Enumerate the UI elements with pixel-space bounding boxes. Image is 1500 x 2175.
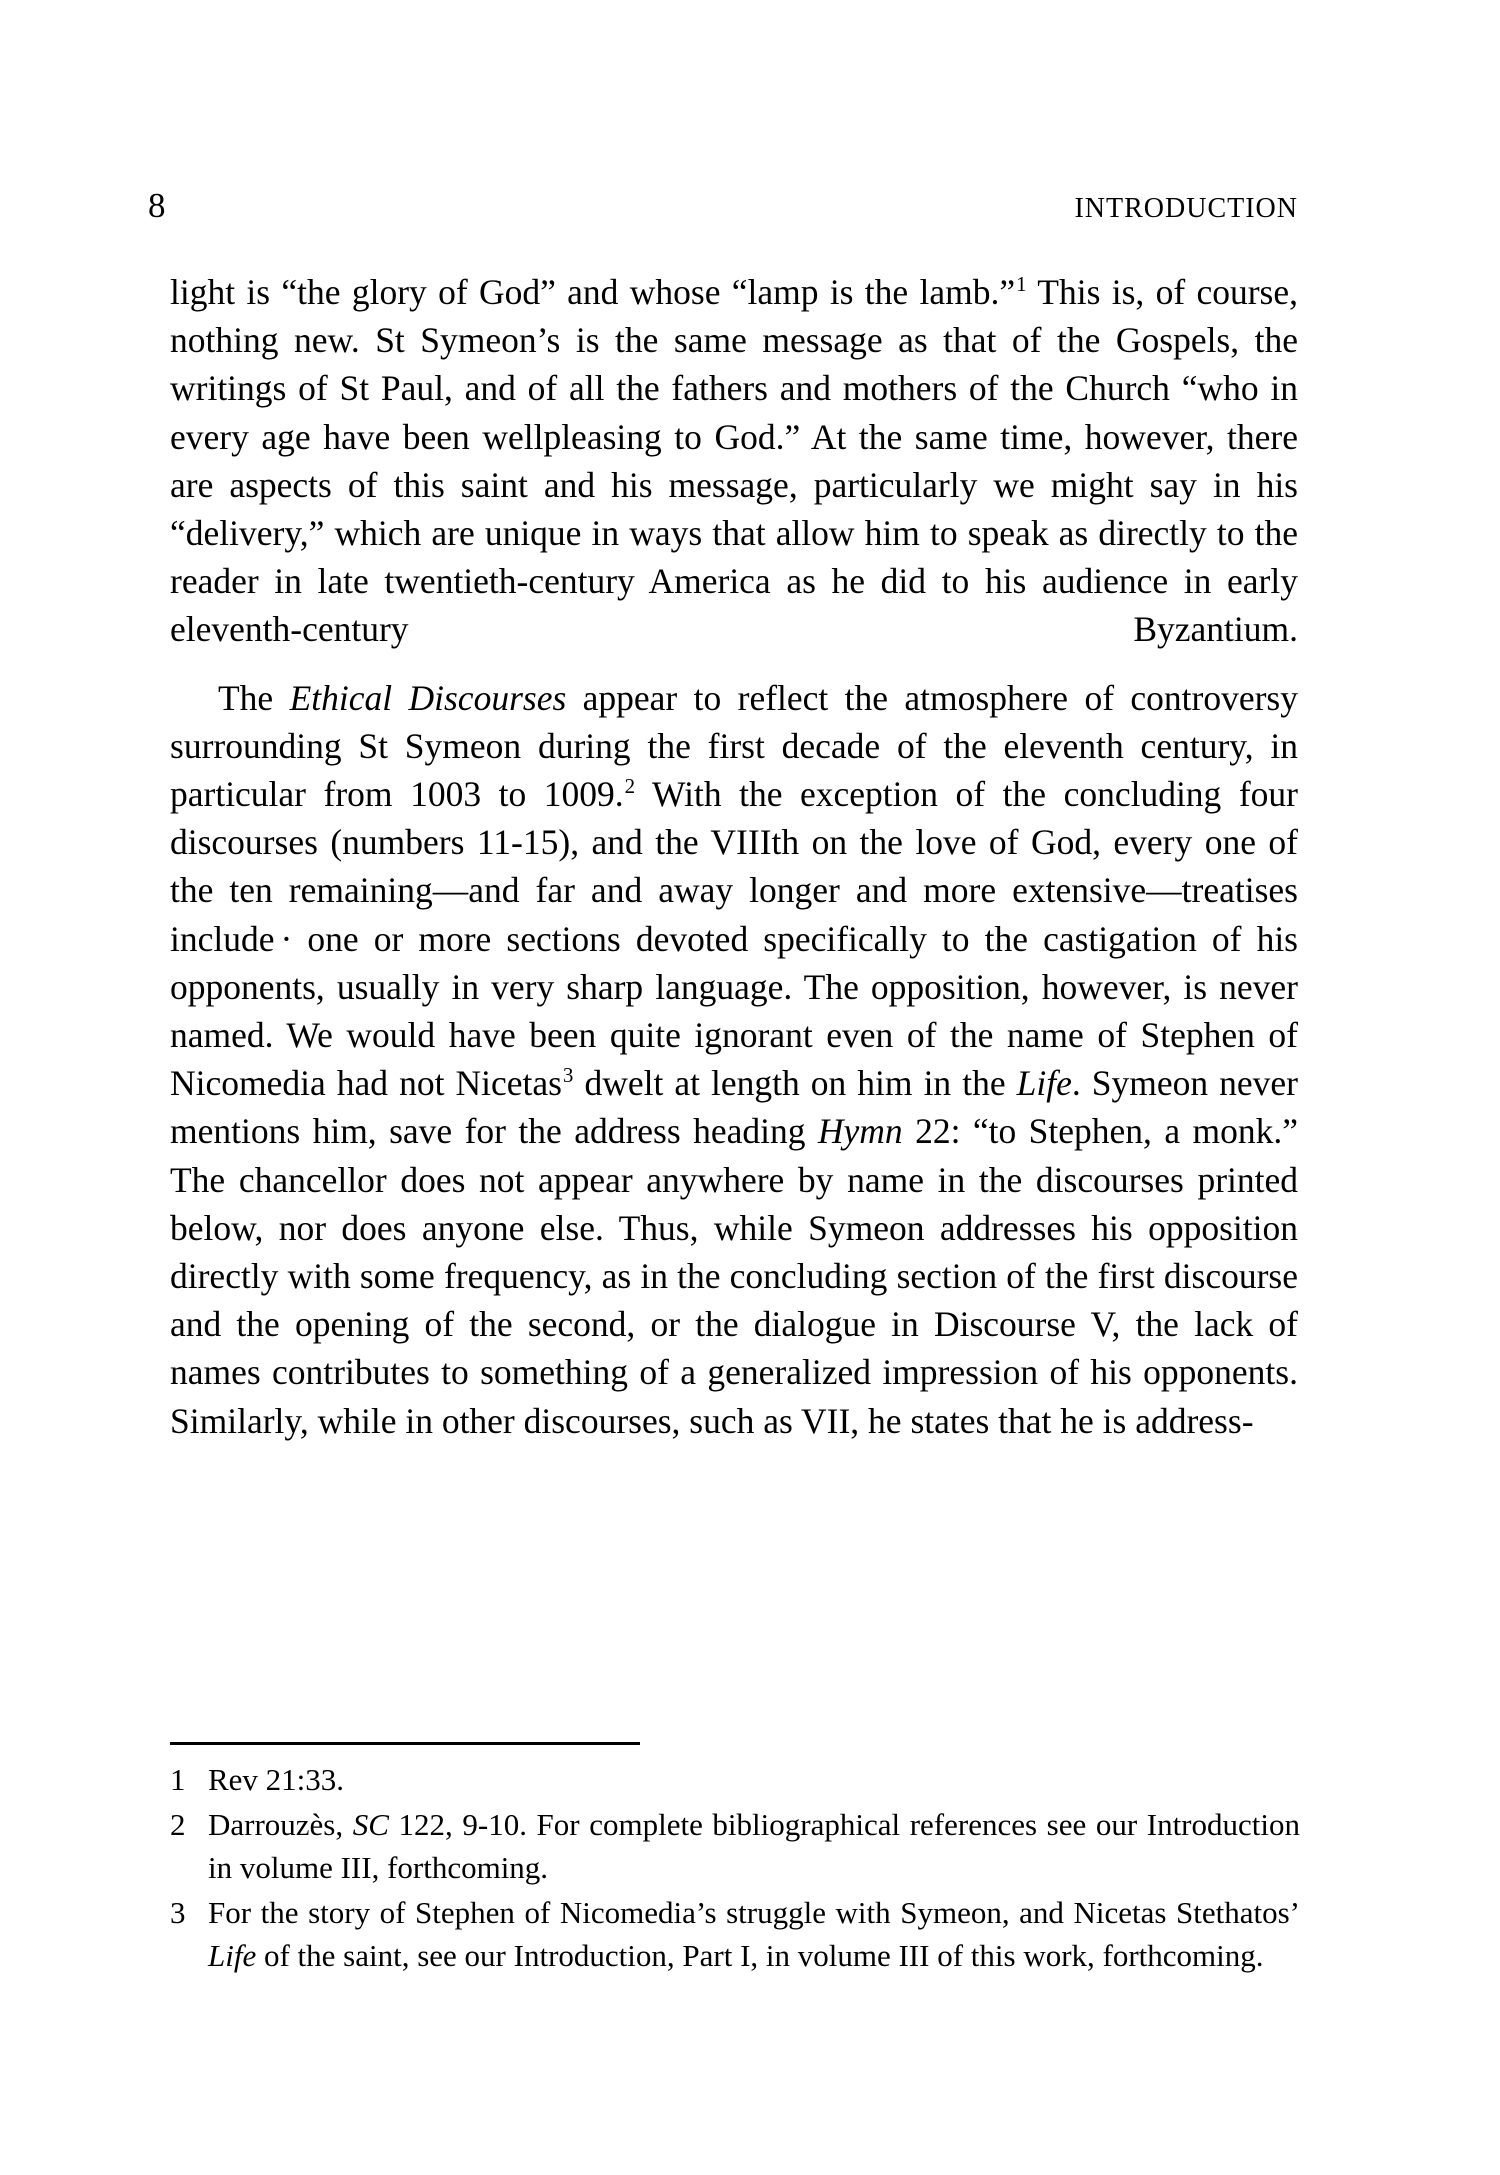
footnote-separator-rule (170, 1742, 640, 1745)
italic-title: Hymn (817, 1111, 903, 1152)
footnote-text: For the story of Stephen of Nicomedia’s struggle with Symeon, and Nicetas Stethatos’ Life of the saint, see our Introduction, Part I, in volume III of this work, forthcoming. (208, 1895, 1300, 1973)
footnote-reference[interactable]: 2 (624, 774, 636, 799)
footnote-number: 3 (170, 1895, 186, 1930)
stray-mark: · (280, 918, 293, 959)
running-head-title: INTRODUCTION (1074, 193, 1298, 224)
page-number: 8 (148, 186, 166, 225)
footnote-item (170, 1891, 1300, 1977)
italic-title: Ethical Discourses (289, 677, 567, 718)
footnote-reference[interactable]: 3 (562, 1063, 574, 1088)
footnote-number: 1 (170, 1762, 186, 1797)
footnote-reference[interactable]: 1 (1016, 272, 1027, 297)
body-paragraph: light is “the glory of God” and whose “lamp is the lamb.”$^1$ This is, of course, nothing new. St Symeon’s is the same message as that of the Gospels, the writings of St Paul, and of all the fathers and mothers of the Church “who in every age have been wellpleasing to God.” At the same time, however, there are aspects of this saint and his message, particularly we might say in his “delivery,” which are unique in ways that allow him to speak as directly to the reader in late twentieth-century America as he did to his audience in early eleventh-century Byzantium. (170, 272, 1298, 650)
body-paragraph: The Ethical Discourses appear to reflect the atmosphere of controversy surrounding St Symeon during the first decade of the eleventh century, in particular from 1003 to 1009.$^2$ With the exception of the concluding four discourses (numbers 11-15), and the VIIIth on the love of God, every one of the ten remaining—and far and away longer and more extensive—treatises include · one or more sections devoted specifically to the castigation of his opponents, usually in very sharp language. The opposition, however, is never named. We would have been quite ignorant even of the name of Stephen of Nicomedia had not Nicetas$^3$ dwelt at length on him in the Life. Symeon never mentions him, save for the address heading Hymn 22: “to Stephen, a monk.” The chancellor does not appear anywhere by name in the discourses printed below, nor does anyone else. Thus, while Symeon addresses his opposition directly with some frequency, as in the concluding section of the first discourse and the opening of the second, or the dialogue in Discourse V, the lack of names contributes to something of a generalized impression of his opponents. Similarly, while in other discourses, such as VII, he states that he is address- (170, 677, 1298, 1441)
footnote-text: Rev 21:33. (208, 1762, 345, 1797)
running-head (148, 188, 1298, 223)
italic-title: SC (352, 1807, 389, 1842)
footnote-list (170, 1758, 1300, 1979)
footnote-number: 2 (170, 1807, 186, 1842)
italic-title: Life (1016, 1063, 1072, 1104)
footnote-item (170, 1803, 1300, 1889)
italic-title: Life (208, 1938, 257, 1973)
footnote-item (170, 1758, 1300, 1801)
footnote-text: Darrouzès, SC 122, 9-10. For complete bibliographical references see our Introduction in volume III, forthcoming. (208, 1807, 1300, 1885)
body-text (170, 268, 1298, 1445)
